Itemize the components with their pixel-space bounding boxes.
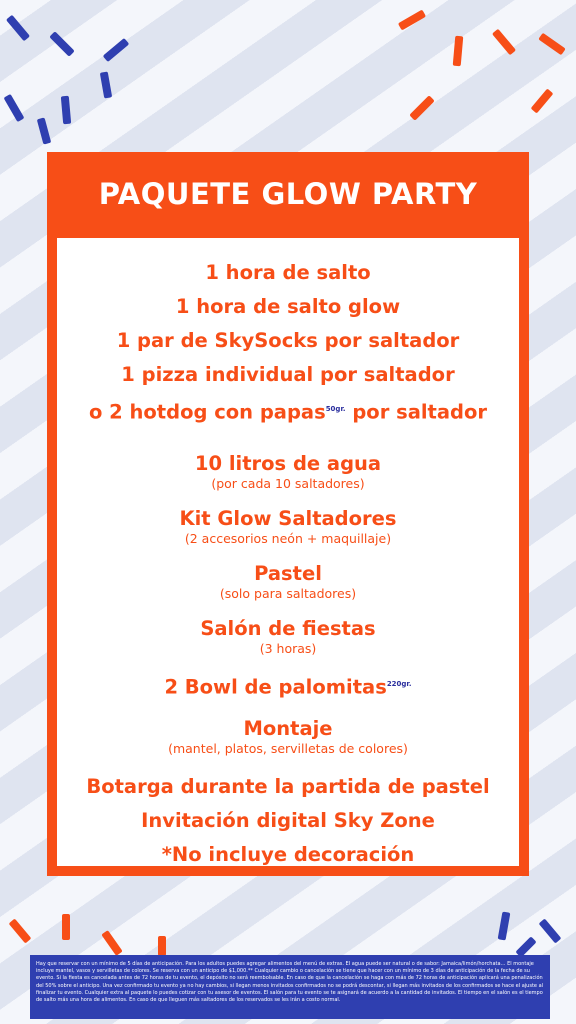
item-subtitle: (mantel, platos, servilletas de colores) [168, 741, 408, 756]
confetti-blue [539, 918, 562, 943]
extra-line: *No incluye decoración [161, 843, 415, 866]
item [57, 507, 519, 546]
include-line: 1 pizza individual por saltador [121, 363, 455, 386]
confetti-blue [100, 72, 112, 99]
hotdog-weight: 50gr. [325, 405, 346, 413]
include-line: 1 par de SkySocks por saltador [116, 329, 460, 352]
confetti-orange [101, 930, 122, 956]
confetti-blue [49, 31, 74, 56]
extra-line: Invitación digital Sky Zone [141, 809, 435, 832]
bowl-line [57, 672, 519, 700]
item [57, 717, 519, 756]
item-title: Montaje [243, 717, 333, 740]
item-subtitle: (3 horas) [259, 640, 317, 656]
package-details [57, 238, 519, 866]
confetti-orange [9, 918, 32, 943]
hotdog-line [57, 392, 519, 430]
confetti-blue [103, 38, 130, 62]
item-title: 10 litros de agua [194, 451, 382, 475]
item-title: Kit Glow Saltadores [179, 506, 397, 530]
confetti-orange [453, 36, 464, 67]
confetti-orange [531, 88, 554, 113]
confetti-orange [158, 936, 166, 956]
bowl-text: 2 Bowl de palomitas [164, 675, 387, 698]
confetti-blue [61, 96, 71, 125]
confetti-blue [4, 94, 25, 122]
extra-line: Botarga durante la partida de pastel [86, 775, 490, 798]
item-subtitle: (por cada 10 saltadores) [211, 475, 365, 491]
item [57, 452, 519, 491]
confetti-orange [409, 95, 434, 120]
include-line: 1 hora de salto [205, 261, 371, 284]
confetti-orange [538, 33, 566, 56]
confetti-blue [498, 912, 511, 941]
item-title: Salón de fiestas [200, 616, 376, 640]
item-title: Pastel [254, 561, 322, 585]
terms-footer: Hay que reservar con un mínimo de 5 días de anticipación. Para los adultos puedes agregar alimentos del menú de extras. El agua puede ser natural o de sabor: Jamaica/limón/horchata… El montaje incluye mantel, vasos y servilletas de colores. Se reserva con un anticipo de $1,000.** Cualquier cambio o cancelación se tiene que hacer con un mínimo de 3 días de anticipación de la fecha de su evento. Si la fiesta es cancelada antes de 72 horas de tu evento, el depósito no será reembolsable. En caso de que la cancelación se haga con más de 72 horas de anticipación aplicará una penalización del 50% sobre el anticipo. Una vez confirmado tu evento ya no hay cambios, si llegan menos invitados confirmados no se podrá descontar, si llegan más invitados de los confirmados se hace el ajuste al finalizar tu evento. Cualquier extra al paquete lo puedes cotizar con tu asesor de eventos. El salón para tu evento se te asignará de acuerdo a la cantidad de invitados. El tiempo en el salón es el tiempo de salto más una hora de alimentos. En caso de que lleguen más saltadores de los reservados se les irán a costo normal. [30, 955, 550, 1019]
bowl-weight: 220gr. [386, 679, 412, 688]
item-subtitle: (2 accesorios neón + maquillaje) [184, 530, 392, 546]
confetti-blue [37, 117, 51, 144]
confetti-orange [62, 914, 70, 940]
confetti-orange [398, 10, 426, 31]
item [57, 562, 519, 601]
item [57, 617, 519, 656]
package-title: PAQUETE GLOW PARTY [98, 177, 478, 211]
include-line: 1 hora de salto glow [175, 295, 401, 318]
confetti-orange [492, 29, 516, 56]
hotdog-text: o 2 hotdog con papas [88, 400, 326, 424]
package-card [47, 152, 529, 876]
hotdog-suffix: por saltador [345, 400, 488, 424]
item-subtitle: (solo para saltadores) [219, 585, 357, 601]
confetti-blue [6, 15, 30, 42]
